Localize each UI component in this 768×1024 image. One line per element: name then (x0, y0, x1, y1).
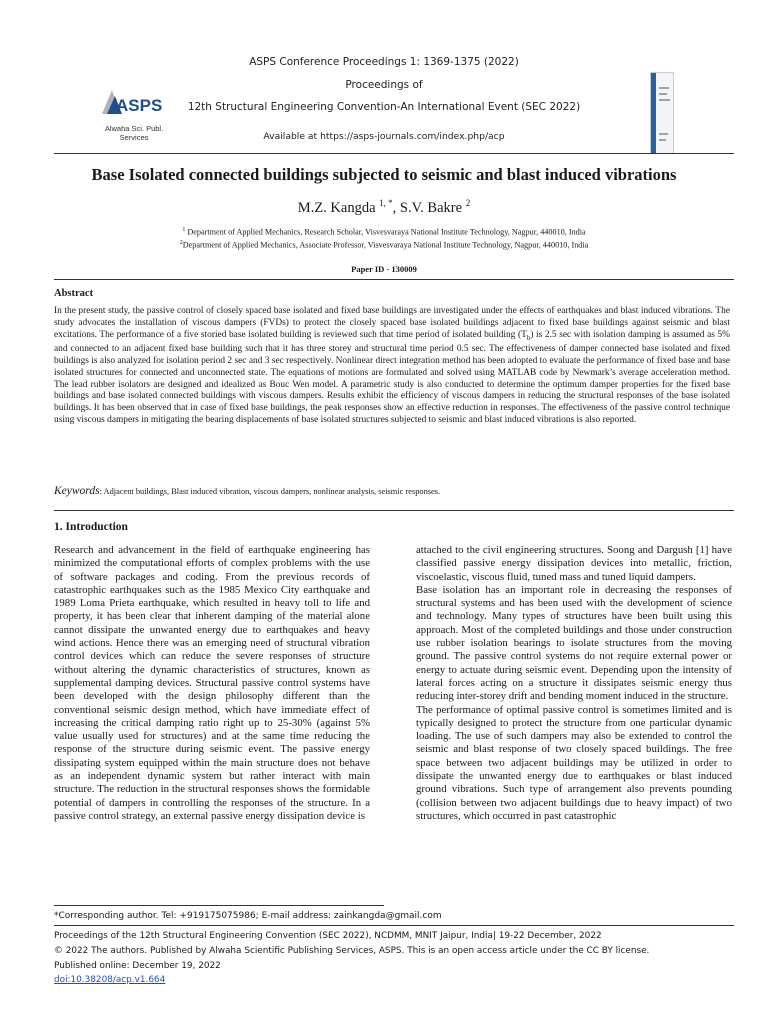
abstract-text-1: In the present study, the passive control of closely spaced base isolated and fixed base buildings are investigated under the effects of earthquakes and blast induced vibrations. The study advocates the installation of viscous dampers (FVDs) to protect the closely spaced base isolated buildings adjacent to fixed base buildings against seismic and blast excitations. The performance of a five storied base isolated building is reviewed such that time period of isolated building (T (54, 306, 730, 340)
corresponding-author: *Corresponding author. Tel: +919175075986; E-mail address: zainkangda@gmail.com (54, 911, 442, 921)
intro-right-paragraph-1: attached to the civil engineering structures. Soong and Dargush [1] have classified passive energy dissipation devices into metallic, friction, viscoelastic, viscous fluid, tuned mass and tuned liquid dampers. (416, 544, 732, 583)
affil-2-text: Department of Applied Mechanics, Associate Professor, Visvesvaraya National Institute Technology, Nagpur, 440010, India (182, 240, 589, 250)
keywords (54, 485, 730, 497)
intro-right-paragraph-2: Base isolation has an important role in decreasing the responses of structural systems and has been used with the development of science and technology. Many types of structures have been built using this approach. Most of the completed buildings and those under construction use rubber isolation bearings to isolate structures from the moving ground. The passive control systems do not require external power or energy to actuate during seismic event. Depending upon the intensity of lateral forces acting on a structure it dissipates seismic energy thus reducing inter-storey drift and bending moment induced in the structure. (416, 583, 732, 703)
footer-proceedings: Proceedings of the 12th Structural Engineering Convention (SEC 2022), NCDMM, MNIT Jaipur, India| 19-22 December, 2022 (54, 931, 602, 941)
abstract-body (54, 306, 730, 427)
abstract-top-rule (54, 279, 734, 280)
abstract-text-2: ) is 2.5 sec with isolation damping is assumed as 5% and connected to an adjacent fixed base building such that it has three storey and structural time period 0.5 sec. The effectiveness of damper connected base isolated and fixed buildings is also analyzed for isolation period 2 sec and 3 sec respectively. Nonlinear direct integration method has been adopted to evaluate the performance of fixed base and base isolated structures for connected and unconnected state. The equations of motions are formulated and solved using MATLAB code by Newmark’s average acceleration method. The lead rubber isolators are designed and idealized as Bouc Wen model. A parametric study is also conducted to determine the optimum damper properties for the fixed base buildings and base isolated connected buildings with viscous dampers. Results exhibit the efficiency of viscous dampers in reducing the structural responses of the base isolated buildings. It has been observed that in case of fixed base buildings, the peak responses show an effective reduction in responses. The effectiveness of the passive control technique using viscous dampers in mitigating the bearing displacements of base isolated structures subjected to seismic and blast induced vibrations is also reported. (54, 329, 730, 426)
doi-link[interactable]: doi:10.38208/acp.v1.664 (54, 975, 166, 985)
paper-id: Paper ID - 130009 (351, 264, 417, 274)
keywords-text: : Adjacent buildings, Blast induced vibration, viscous dampers, nonlinear analysis, seismic responses. (99, 487, 441, 496)
affil-1-mark: 1 (182, 227, 186, 233)
footer-license: © 2022 The authors. Published by Alwaha Scientific Publishing Services, ASPS. This is an open access article under the CC BY license. (54, 946, 650, 956)
affil-2-mark: 2 (179, 240, 183, 246)
abstract-heading: Abstract (54, 288, 94, 299)
affil-1-text: Department of Applied Mechanics, Research Scholar, Visvesvaraya National Institute Technology, Nagpur, 440010, India (187, 227, 586, 237)
available-at: Available at https://asps-journals.com/index.php/acp (263, 131, 505, 142)
footnote-rule (54, 905, 384, 906)
abstract-subscript: b (526, 333, 531, 342)
logo-text: ASPS (116, 96, 163, 115)
journal-citation: ASPS Conference Proceedings 1: 1369-1375 (2022) (249, 56, 519, 68)
author-2-affil-mark: 2 (465, 198, 471, 208)
event-name: 12th Structural Engineering Convention-An International Event (SEC 2022) (187, 101, 581, 113)
intro-left-column (54, 544, 370, 823)
abstract-bottom-rule (54, 510, 734, 511)
intro-right-column (416, 544, 732, 823)
affiliation-2 (0, 240, 768, 250)
keywords-label: Keywords (54, 485, 100, 497)
intro-left-paragraph: Research and advancement in the field of earthquake engineering has minimized the computational efforts of complex problems with the use of software packages and coding. From the previous records of catastrophic earthquakes such as the 1985 Mexico City earthquake and 1989 Loma Prieta earthquake, which resulted in heavy toll to life and property, it has been clear that inherent damping of the material alone cannot dissipate the unwanted energy due to earthquakes and heavy wind actions. Hence there was an emerging need of structural vibration control devices which can reduce the severe responses of structure without altering the dynamic characteristics of structures, known as supplemental damping devices. Structural passive control systems have been developed with the design philosophy different than the conventional seismic design method, which have immediate effect of increasing the critical damping ratio right up to 25-30% (against 5% value usually used for structures) and at the same time reducing the response of the structure during seismic event. The passive energy dissipating system equipped within the main structure does not behave as an independent dynamic system but rather interact with main structure. The reduction in the structural responses shows the formidable potential of dampers in controlling the responses of the structure. In a passive control strategy, an external passive energy dissipation device is (54, 544, 370, 822)
intro-right-paragraph-3: The performance of optimal passive control is sometimes limited and is typically designed to protect the structure from one particular dynamic loading. The use of such dampers may also be extended to control the seismic and blast response of two closely spaced buildings. The free space between two adjacent buildings may be utilized in order to dissipate the unwanted energy due to earthquakes or blast induced ground vibrations. Such type of arrangement also prevents pounding (collision between two adjacent buildings due to heavy impact) of two structures, which occurred in past catastrophic (416, 703, 732, 822)
author-1: M.Z. Kangda (297, 199, 376, 216)
paper-title: Base Isolated connected buildings subjected to seismic and blast induced vibrations (91, 165, 677, 184)
affiliation-1 (0, 227, 768, 237)
journal-cover-thumbnail (650, 72, 674, 154)
logo-subtext: Alwaha Sci. Publ. Services (104, 124, 164, 142)
authors (0, 198, 768, 217)
author-1-affil-mark: 1, * (379, 198, 393, 208)
footer-published: Published online: December 19, 2022 (54, 961, 221, 971)
author-2: , S.V. Bakre (392, 199, 463, 216)
footer-doi[interactable] (54, 975, 165, 985)
header-rule (54, 153, 734, 154)
proceedings-of: Proceedings of (345, 79, 423, 91)
section-heading-introduction: 1. Introduction (54, 521, 128, 533)
footer-rule (54, 925, 734, 926)
